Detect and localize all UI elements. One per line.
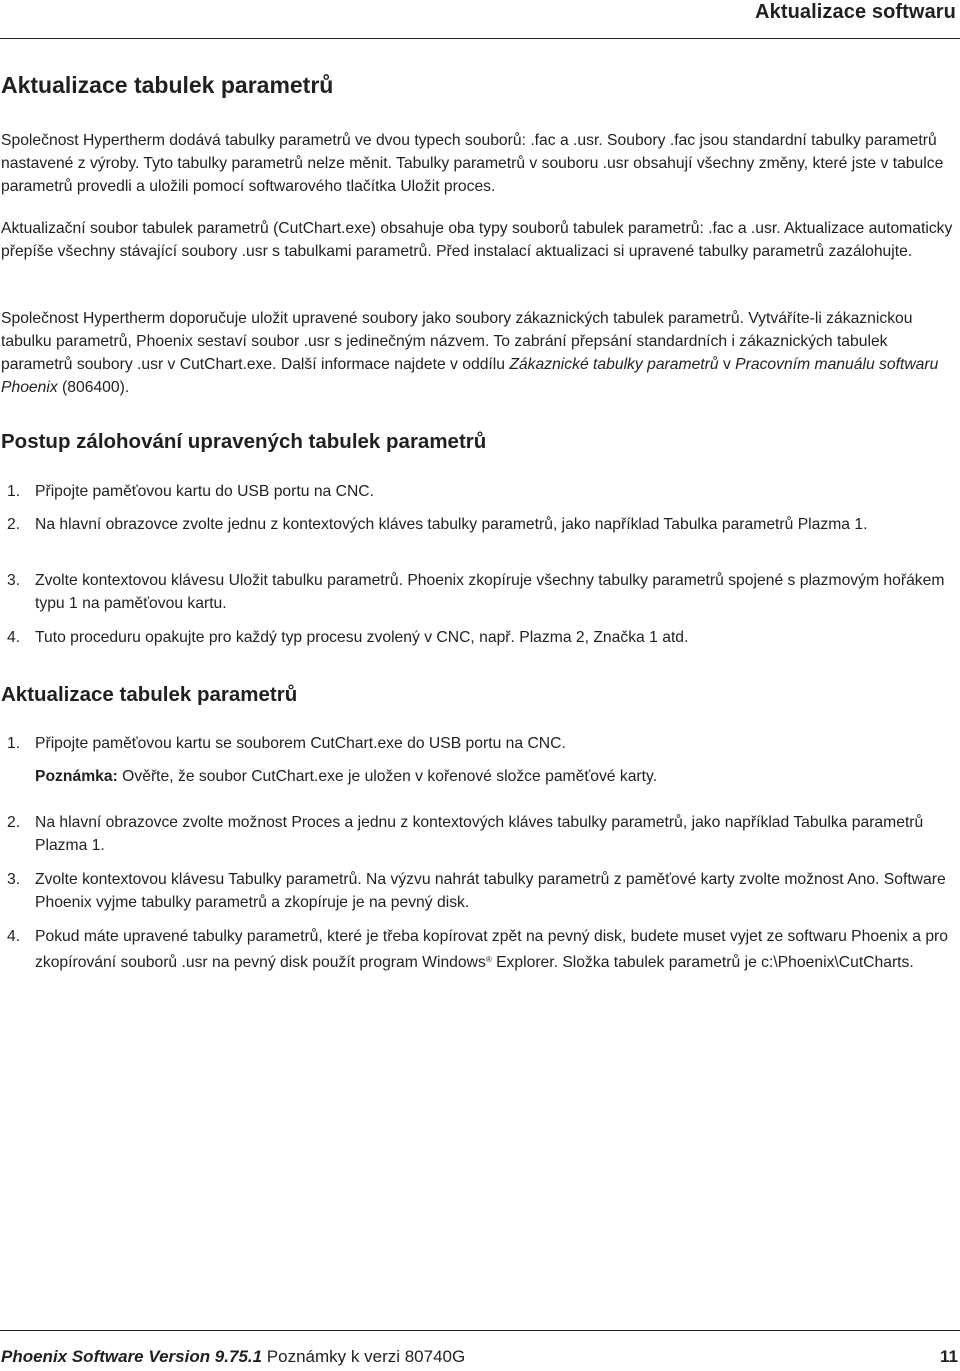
note-label: Poznámka: xyxy=(35,768,118,785)
step-number: 1. xyxy=(7,735,21,752)
step-text xyxy=(35,925,955,974)
paragraph-text: v xyxy=(718,356,736,373)
running-header: Aktualizace softwaru xyxy=(755,1,956,23)
paragraph-update-warning: Aktualizační soubor tabulek parametrů (CutChart.exe) obsahuje oba typy souborů tabulek parametrů: .fac a .usr. Aktualizace automaticky přepíše všechny stávající soubory .usr s tabulkami parametrů. Před instalací aktualizaci si upravené tabulky parametrů zazálohujte. xyxy=(1,220,953,260)
note xyxy=(35,765,955,788)
footer-rule xyxy=(0,1330,960,1331)
section-title-cutchart-update: Aktualizace tabulek parametrů xyxy=(1,72,334,98)
step-text-part: Explorer. Složka tabulek parametrů je c:\Phoenix\CutCharts. xyxy=(491,954,914,971)
paragraph-text: Společnost Hypertherm doporučuje uložit upravené soubory jako soubory zákaznických tabulek parametrů. Vytváříte-li zákaznickou tabulku parametrů, Phoenix sestaví soubor .usr s jedinečným názvem. To zabrání přepsání standardních i zákaznických tabulek parametrů soubory .usr v CutChart.exe. Další informace najdete v oddílu xyxy=(1,310,913,373)
reference-italic: Zákaznické tabulky parametrů xyxy=(509,356,719,373)
step-text: Zvolte kontextovou klávesu Uložit tabulku parametrů. Phoenix zkopíruje všechny tabulky parametrů spojené s plazmovým hořákem typu 1 na paměťovou kartu. xyxy=(35,572,945,612)
footer-product: Phoenix Software Version 9.75.1 xyxy=(1,1347,263,1366)
paragraph-custom-charts xyxy=(1,307,953,399)
step-number: 4. xyxy=(7,629,21,646)
step-number: 2. xyxy=(7,814,21,831)
reference-italic: Pracovním manuálu softwaru Phoenix xyxy=(1,356,939,396)
footer xyxy=(1,1347,465,1367)
step-text: Zvolte kontextovou klávesu Tabulky parametrů. Na výzvu nahrát tabulky parametrů z paměťové karty zvolte možnost Ano. Software Phoenix vyjme tabulky parametrů a zkopíruje je na pevný disk. xyxy=(35,871,946,911)
step-text: Na hlavní obrazovce zvolte možnost Proces a jednu z kontextových kláves tabulky parametrů, jako například Tabulka parametrů Plazma 1. xyxy=(35,814,924,854)
step-text: Tuto proceduru opakujte pro každý typ procesu zvolený v CNC, např. Plazma 2, Značka 1 atd. xyxy=(35,629,689,646)
paragraph-text: (806400). xyxy=(57,379,130,396)
note-text: Ověřte, že soubor CutChart.exe je uložen v kořenové složce paměťové karty. xyxy=(117,768,658,785)
step-text: Připojte paměťovou kartu se souborem CutChart.exe do USB portu na CNC. xyxy=(35,735,566,752)
step-text: Na hlavní obrazovce zvolte jednu z kontextových kláves tabulky parametrů, jako například Tabulka parametrů Plazma 1. xyxy=(35,516,868,533)
paragraph-file-types: Společnost Hypertherm dodává tabulky parametrů ve dvou typech souborů: .fac a .usr. Soubory .fac jsou standardní tabulky parametrů nastavené z výroby. Tyto tabulky parametrů nelze měnit. Tabulky parametrů v souboru .usr obsahují všechny změny, které jste v tabulce parametrů provedli a uložili pomocí softwarového tlačítka Uložit proces. xyxy=(1,132,944,195)
page-number: 11 xyxy=(940,1347,958,1366)
step-number: 1. xyxy=(7,483,21,500)
header-rule xyxy=(0,38,960,39)
section-title-backup-procedure: Postup zálohování upravených tabulek parametrů xyxy=(1,430,487,453)
step-text-part: Pokud máte upravené tabulky parametrů, které je třeba kopírovat zpět na pevný disk, budete muset vyjet ze softwaru Phoenix a pro zkopírování souborů .usr na pevný disk použít program Windows xyxy=(35,928,948,971)
step-number: 3. xyxy=(7,572,21,589)
step-text: Připojte paměťovou kartu do USB portu na CNC. xyxy=(35,483,374,500)
step-number: 3. xyxy=(7,871,21,888)
step-number: 2. xyxy=(7,516,21,533)
section-title-update-procedure: Aktualizace tabulek parametrů xyxy=(1,683,298,706)
footer-doc: Poznámky k verzi 80740G xyxy=(262,1347,466,1366)
registered-mark: ® xyxy=(485,955,492,964)
step-number: 4. xyxy=(7,928,21,945)
